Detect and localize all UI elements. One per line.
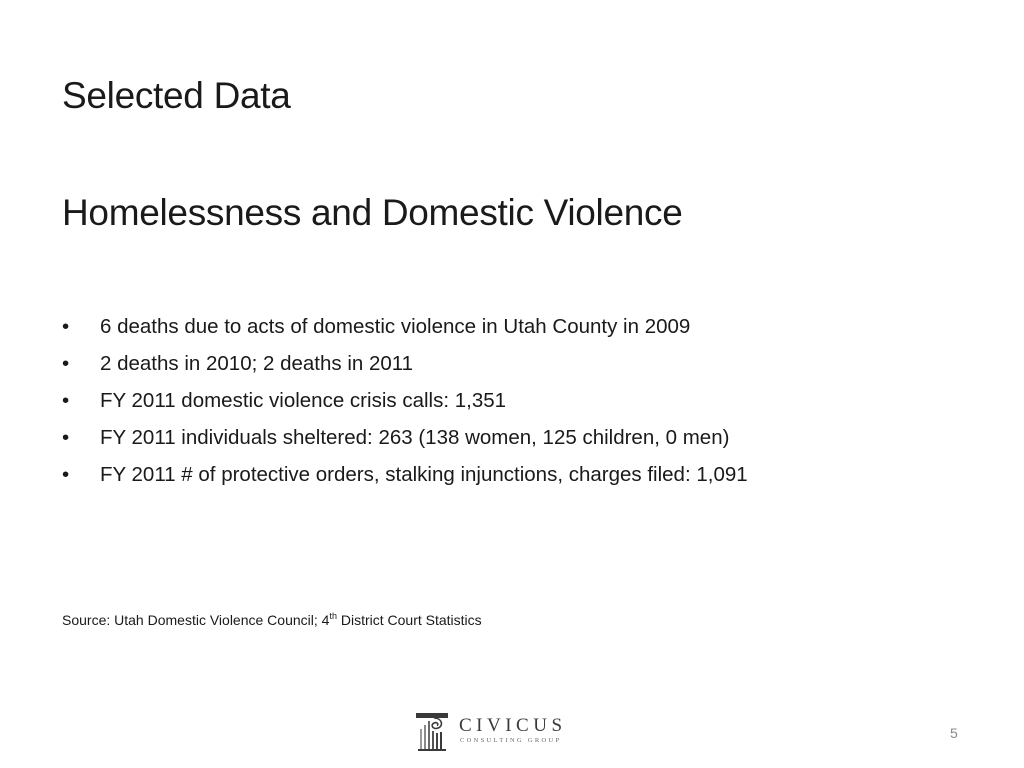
bullet-marker: • [62,426,70,449]
bullet-marker: • [62,463,70,486]
bullet-marker: • [62,315,70,338]
slide-subtitle: Homelessness and Domestic Violence [62,192,683,233]
source-superscript: th [329,611,337,621]
source-suffix: District Court Statistics [336,612,482,628]
source-prefix: Source: Utah Domestic Violence Council; 4 [62,612,330,628]
logo-tagline: CONSULTING GROUP [460,737,562,744]
bullet-marker: • [62,352,70,375]
bullet-marker: • [62,389,70,412]
page-number: 5 [950,725,958,741]
civicus-logo [414,712,574,752]
slide-title: Selected Data [62,75,291,116]
logo-name: CIVICUS [459,715,567,736]
bullet-text: 6 deaths due to acts of domestic violence in Utah County in 2009 [100,315,691,338]
bullet-text: FY 2011 domestic violence crisis calls: 1,351 [100,389,507,412]
bullet-text: 2 deaths in 2010; 2 deaths in 2011 [100,352,414,375]
bullet-text: FY 2011 # of protective orders, stalking injunctions, charges filed: 1,091 [100,463,748,486]
civicus-column-logo-icon [414,712,450,752]
bullet-text: FY 2011 individuals sheltered: 263 (138 women, 125 children, 0 men) [100,426,730,449]
source-citation [62,610,482,630]
